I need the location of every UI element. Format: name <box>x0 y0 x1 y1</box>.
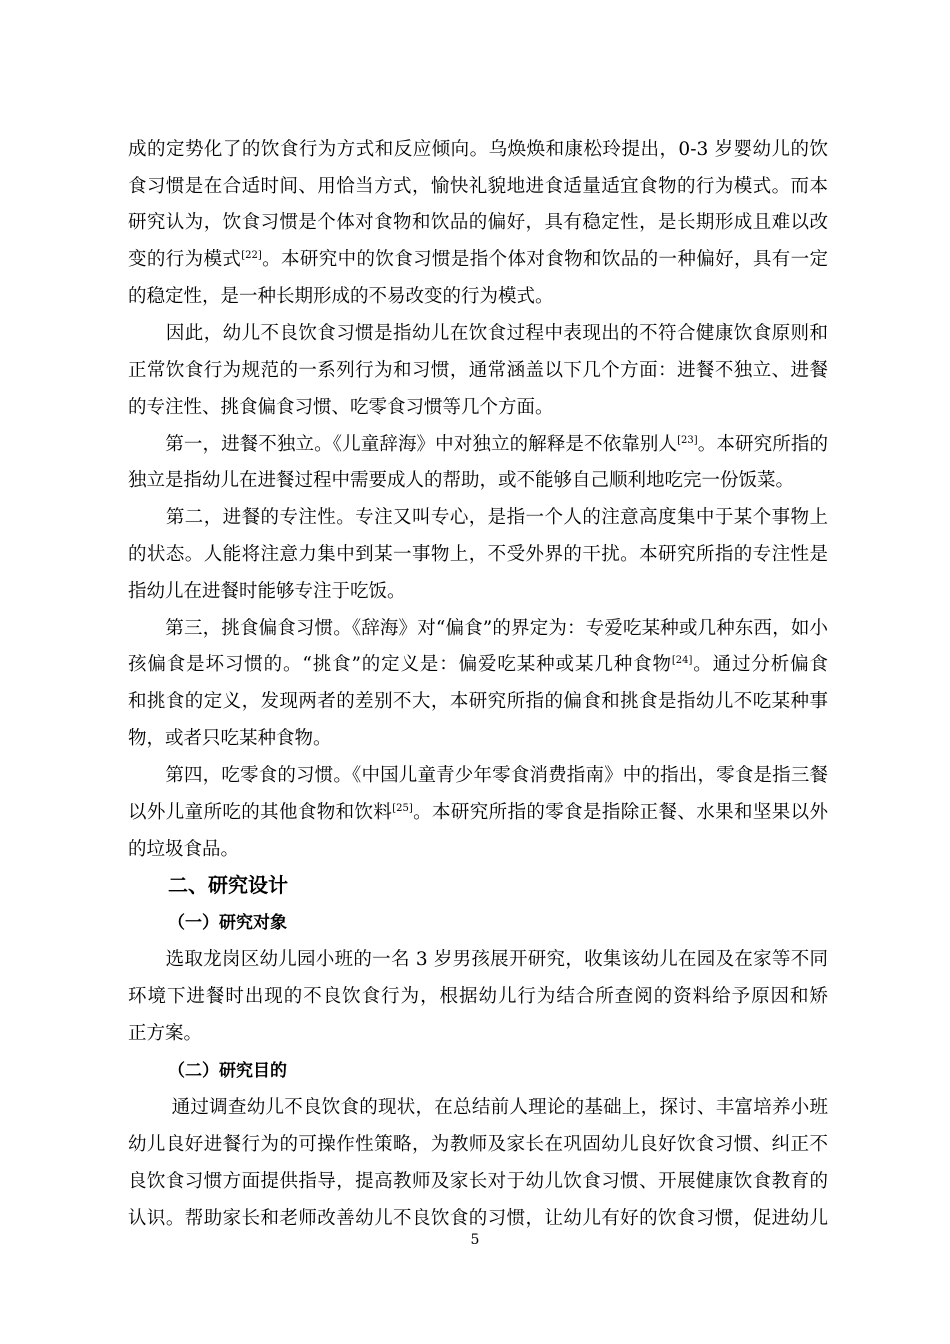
body-line: 的专注性、挑食偏食习惯、吃零食习惯等几个方面。 <box>128 397 554 418</box>
body-text: 以外儿童所吃的其他食物和饮料 <box>128 802 393 823</box>
body-line: 幼儿良好进餐行为的可操作性策略，为教师及家长在巩固幼儿良好饮食习惯、纠正不 <box>128 1134 828 1155</box>
body-line: 成的定势化了的饮食行为方式和反应倾向。乌焕焕和康松玲提出，0-3 岁婴幼儿的饮 <box>128 139 828 160</box>
body-line <box>128 433 828 457</box>
body-line: 良饮食习惯方面提供指导，提高教师及家长对于幼儿饮食习惯、开展健康饮食教育的 <box>128 1171 828 1192</box>
body-line: 环境下进餐时出现的不良饮食行为，根据幼儿行为结合所查阅的资料给予原因和矫 <box>128 986 828 1007</box>
body-text: 孩偏食是坏习惯的。“挑食”的定义是：偏爱吃某种或某几种食物 <box>128 654 672 675</box>
body-line: 食习惯是在合适时间、用恰当方式，愉快礼貌地进食适量适宜食物的行为模式。而本 <box>128 176 828 197</box>
subsection-heading: （一）研究对象 <box>168 913 287 933</box>
body-line: 指幼儿在进餐时能够专注于吃饭。 <box>128 581 406 602</box>
body-text: 。本研究中的饮食习惯是指个体对食物和饮品的一种偏好，具有一定 <box>261 249 828 270</box>
body-text: 。本研究所指的零食是指除正餐、水果和坚果以外 <box>412 802 828 823</box>
body-text: 。本研究所指的 <box>697 434 828 455</box>
body-line: 物，或者只吃某种食物。 <box>128 728 332 749</box>
body-line: 通过调查幼儿不良饮食的现状，在总结前人理论的基础上，探讨、丰富培养小班 <box>128 1097 828 1118</box>
body-line: 正方案。 <box>128 1023 203 1044</box>
body-line: 第四，吃零食的习惯。《中国儿童青少年零食消费指南》中的指出，零食是指三餐 <box>128 765 828 786</box>
citation-ref: [22] <box>241 250 262 261</box>
body-line: 第二，进餐的专注性。专注又叫专心，是指一个人的注意高度集中于某个事物上 <box>128 507 828 528</box>
page-number: 5 <box>470 1232 480 1248</box>
subsection-heading: （二）研究目的 <box>168 1061 287 1081</box>
citation-ref: [24] <box>671 655 693 666</box>
citation-ref: [23] <box>677 435 698 446</box>
body-line: 独立是指幼儿在进餐过程中需要成人的帮助，或不能够自己顺利地吃完一份饭菜。 <box>128 470 795 491</box>
body-line: 的状态。人能将注意力集中到某一事物上，不受外界的干扰。本研究所指的专注性是 <box>128 544 828 565</box>
section-heading: 二、研究设计 <box>168 873 288 897</box>
citation-ref: [25] <box>392 803 413 814</box>
body-text: 第一，进餐不独立。《儿童辞海》中对独立的解释是不依靠别人 <box>128 434 678 455</box>
body-line: 选取龙岗区幼儿园小班的一名 3 岁男孩展开研究，收集该幼儿在园及在家等不同 <box>128 949 828 970</box>
body-line: 认识。帮助家长和老师改善幼儿不良饮食的习惯，让幼儿有好的饮食习惯，促进幼儿 <box>128 1208 828 1229</box>
body-line: 第三，挑食偏食习惯。《辞海》对“偏食”的界定为：专爱吃某种或几种东西，如小 <box>128 618 828 639</box>
body-line <box>128 248 828 272</box>
body-line: 因此，幼儿不良饮食习惯是指幼儿在饮食过程中表现出的不符合健康饮食原则和 <box>128 323 828 344</box>
body-line: 和挑食的定义，发现两者的差别不大，本研究所指的偏食和挑食是指幼儿不吃某种事 <box>128 691 828 712</box>
body-line: 研究认为，饮食习惯是个体对食物和饮品的偏好，具有稳定性，是长期形成且难以改 <box>128 212 828 233</box>
body-line <box>128 653 828 677</box>
body-text: 变的行为模式 <box>128 249 242 270</box>
body-line <box>128 801 828 825</box>
body-text: 。通过分析偏食 <box>692 654 828 675</box>
body-line: 的垃圾食品。 <box>128 839 240 860</box>
body-line: 正常饮食行为规范的一系列行为和习惯，通常涵盖以下几个方面：进餐不独立、进餐 <box>128 360 828 381</box>
body-line: 的稳定性，是一种长期形成的不易改变的行为模式。 <box>128 286 554 307</box>
